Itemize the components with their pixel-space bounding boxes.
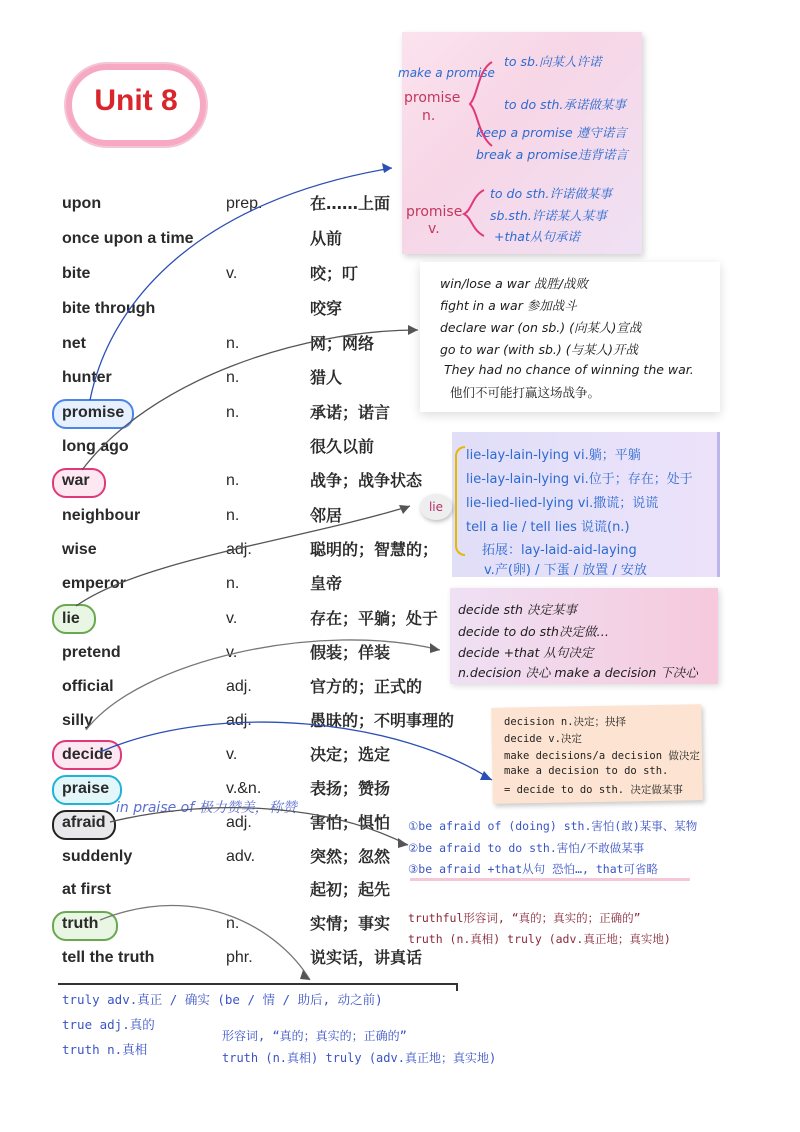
- promise-v3: +that从句承诺: [494, 229, 580, 244]
- sticky-l3: make decisions/a decision 做决定: [504, 750, 700, 762]
- vocab-pos: n.: [226, 335, 240, 352]
- vocab-word: bite through: [62, 300, 156, 317]
- truth-l2: truth (n.真相) truly (adv.真正地；真实地): [408, 932, 671, 946]
- lie-tag: [420, 494, 452, 520]
- vocab-word: promise: [62, 404, 125, 421]
- vocab-meaning: 从前: [310, 229, 343, 248]
- vocab-pos: phr.: [226, 949, 253, 966]
- promise-verb-label: promise: [406, 204, 463, 220]
- vocab-meaning: 网；网络: [310, 334, 375, 353]
- bottom-r1: 形容词, “真的；真实的；正确的”: [222, 1029, 407, 1043]
- vocab-word: praise: [62, 780, 110, 797]
- sticky-l5: = decide to do sth. 决定做某事: [504, 784, 683, 796]
- vocab-meaning: 官方的；正式的: [310, 677, 423, 696]
- vocab-word: hunter: [62, 369, 112, 386]
- vocab-word: silly: [62, 712, 94, 729]
- arrowhead-lie: [399, 505, 410, 514]
- bottom-l2: true adj.真的: [62, 1017, 155, 1032]
- war-l1: win/lose a war 战胜/战败: [440, 276, 588, 291]
- vocab-word: suddenly: [62, 848, 133, 865]
- promise-noun-pos: n.: [422, 108, 436, 124]
- decide-l3: decide +that 从句决定: [458, 645, 594, 660]
- promise-n4: break a promise违背诺言: [476, 147, 628, 162]
- vocab-meaning: 害怕；惧怕: [310, 813, 391, 832]
- vocab-pos: n.: [226, 915, 240, 932]
- vocab-meaning: 聪明的；智慧的；: [310, 540, 439, 559]
- vocab-meaning: 咬；叮: [310, 264, 359, 283]
- lie-l6: v.产(卵) / 下蛋 / 放置 / 安放: [484, 563, 647, 578]
- vocab-word: war: [62, 472, 90, 489]
- vocab-word: upon: [62, 195, 102, 212]
- sticky-l4: make a decision to do sth.: [504, 765, 669, 777]
- vocab-word: wise: [62, 541, 97, 558]
- war-l5: They had no chance of winning the war.: [444, 362, 694, 377]
- promise-v1: to do sth.许诺做某事: [490, 186, 612, 201]
- vocab-meaning: 邻居: [310, 506, 343, 525]
- arrowhead-decide: [480, 771, 492, 780]
- vocab-word: neighbour: [62, 507, 141, 524]
- vocab-word: tell the truth: [62, 949, 155, 966]
- promise-verb-pos: v.: [428, 221, 440, 237]
- vocab-word: once upon a time: [62, 230, 194, 247]
- vocab-pos: v.: [226, 746, 238, 763]
- vocab-word: pretend: [62, 644, 121, 661]
- vocab-meaning: 猎人: [310, 368, 343, 387]
- vocab-word: decide: [62, 746, 113, 763]
- vocab-pos: v.&n.: [226, 780, 262, 797]
- vocab-pos: v.: [226, 265, 238, 282]
- promise-n2: to do sth.承诺做某事: [504, 97, 626, 112]
- war-l2: fight in a war 参加战斗: [440, 298, 577, 313]
- praise-note: in praise of 极力赞美，称赞: [116, 800, 297, 816]
- arrowhead-promise: [382, 163, 392, 173]
- arrowhead-silly: [430, 643, 440, 653]
- afraid-l1: ①be afraid of (doing) sth.害怕(敢)某事、某物: [408, 819, 698, 833]
- vocab-pos: n.: [226, 575, 240, 592]
- vocab-meaning: 说实话，讲真话: [310, 948, 423, 967]
- war-l4: go to war (with sb.) (与某人)开战: [440, 342, 638, 357]
- vocab-pos: v.: [226, 644, 238, 661]
- lie-l5: 拓展：lay-laid-aid-laying: [482, 543, 637, 558]
- vocab-word: long ago: [62, 438, 129, 455]
- vocab-meaning: 咬穿: [310, 299, 343, 318]
- vocab-meaning: 很久以前: [310, 437, 375, 456]
- vocab-meaning: 实情；事实: [310, 914, 391, 933]
- vocab-pos: n.: [226, 369, 240, 386]
- arrowhead-war: [408, 325, 418, 335]
- war-l3: declare war (on sb.) (向某人)宣战: [440, 320, 642, 335]
- vocab-meaning: 表扬；赞扬: [310, 779, 391, 798]
- lie-l2: lie-lay-lain-lying vi.位于；存在；处于: [466, 472, 693, 487]
- war-l6: 他们不可能打赢这场战争。: [450, 385, 601, 400]
- promise-n3: keep a promise 遵守诺言: [476, 125, 627, 140]
- unit-badge: [72, 70, 200, 140]
- vocab-pos: adj.: [226, 814, 252, 831]
- vocab-pos: n.: [226, 404, 240, 421]
- bottom-l1: truly adv.真正 / 确实 (be / 情 / 助后, 动之前): [62, 992, 383, 1007]
- sticky-l2: decide v.决定: [504, 733, 582, 745]
- vocab-pos: v.: [226, 610, 238, 627]
- vocab-meaning: 承诺；诺言: [310, 403, 391, 422]
- vocab-meaning: 皇帝: [310, 574, 343, 593]
- vocab-pos: adv.: [226, 848, 256, 865]
- vocab-meaning: 战争；战争状态: [310, 471, 423, 490]
- afraid-l3: ③be afraid +that从句 恐怕…, that可省略: [408, 862, 659, 876]
- arrow-truth: [100, 905, 310, 980]
- vocab-word: lie: [62, 610, 80, 627]
- promise-v2: sb.sth.许诺某人某事: [490, 208, 607, 223]
- truth-l1: truthful形容词, “真的；真实的；正确的”: [408, 911, 641, 925]
- vocab-word: official: [62, 678, 114, 695]
- vocab-word: truth: [62, 915, 99, 932]
- promise-noun-label: promise: [404, 90, 461, 106]
- arrowhead-truth: [300, 970, 310, 980]
- arrowhead-afraid: [398, 838, 408, 848]
- afraid-underline: [410, 878, 690, 881]
- vocab-word: at first: [62, 881, 111, 898]
- unit-title: Unit 8: [94, 84, 178, 117]
- vocab-pos: n.: [226, 507, 240, 524]
- bottom-r2: truth (n.真相) truly (adv.真正地；真实地): [222, 1051, 497, 1065]
- vocab-pos: n.: [226, 472, 240, 489]
- vocab-meaning: 突然；忽然: [310, 847, 391, 866]
- vocab-meaning: 存在；平躺；处于: [310, 609, 439, 628]
- sticky-l1: decision n.决定；抉择: [504, 716, 627, 728]
- vocab-pos: adj.: [226, 712, 252, 729]
- lie-l1: lie-lay-lain-lying vi.躺；平躺: [466, 448, 641, 463]
- vocab-word: afraid: [62, 814, 106, 831]
- vocab-meaning: 在……上面: [310, 194, 391, 213]
- promise-n1: to sb.向某人许诺: [504, 54, 602, 69]
- vocab-word: bite: [62, 265, 91, 282]
- decide-l4: n.decision 决心 make a decision 下决心: [458, 665, 698, 680]
- lie-l3: lie-lied-lied-lying vi.撒谎；说谎: [466, 496, 659, 511]
- vocab-meaning: 起初；起先: [310, 880, 391, 899]
- vocab-word: emperor: [62, 575, 127, 592]
- afraid-l2: ②be afraid to do sth.害怕/不敢做某事: [408, 841, 645, 855]
- vocab-pos: prep.: [226, 195, 263, 212]
- vocab-meaning: 愚昧的；不明事理的: [310, 711, 455, 730]
- promise-make: make a promise: [398, 66, 495, 80]
- lie-l4: tell a lie / tell lies 说谎(n.): [466, 520, 630, 535]
- bottom-l3: truth n.真相: [62, 1042, 148, 1057]
- vocab-pos: adj.: [226, 541, 252, 558]
- decide-l2: decide to do sth决定做…: [458, 624, 609, 639]
- vocab-meaning: 决定；选定: [310, 745, 391, 764]
- lie-tag-text: lie: [428, 500, 444, 514]
- vocab-word: net: [62, 335, 86, 352]
- vocab-pos: adj.: [226, 678, 252, 695]
- decide-l1: decide sth 决定某事: [458, 602, 577, 617]
- lie-brace: [455, 446, 465, 556]
- vocab-meaning: 假装；佯装: [310, 643, 391, 662]
